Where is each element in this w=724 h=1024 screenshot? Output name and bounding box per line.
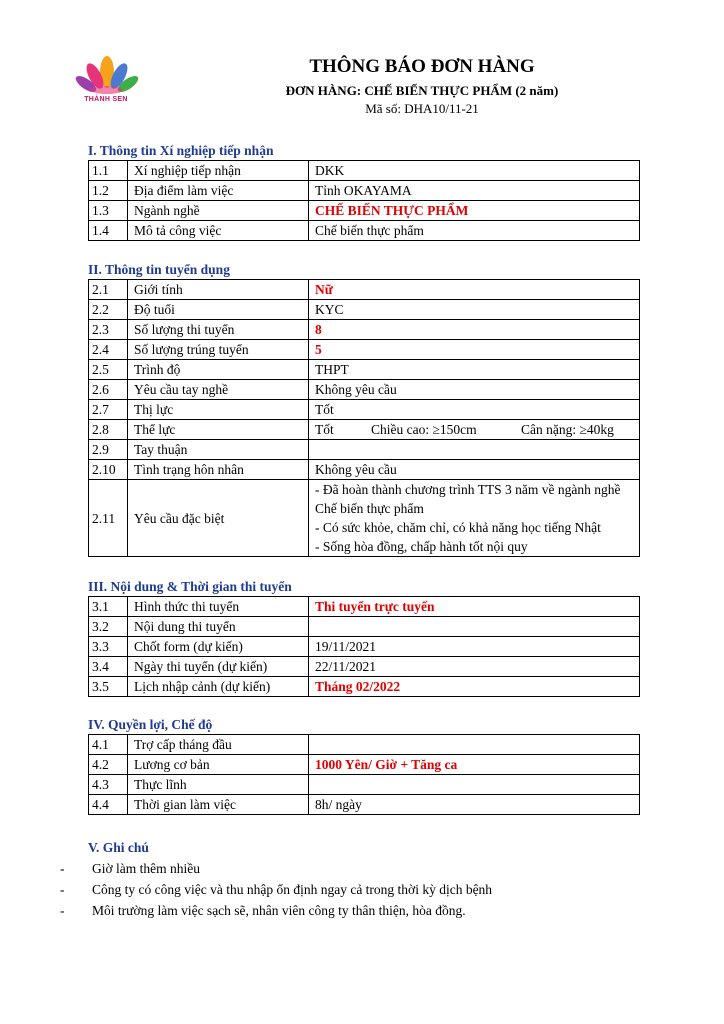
table-row [89,340,640,360]
note-text: Giờ làm thêm nhiều [92,861,200,876]
bullet: - [60,861,65,876]
row-value [309,480,640,557]
special-line: - Có sức khỏe, chăm chỉ, có khả năng học tiếng Nhật [315,520,601,535]
row-number: 3.3 [89,637,128,657]
row-number: 1.3 [89,201,128,221]
row-value: 19/11/2021 [309,637,640,657]
table-row [89,221,640,241]
table-row [89,440,640,460]
row-number: 4.2 [89,755,128,775]
benefits-table [88,734,640,815]
row-value: 1000 Yên/ Giờ + Tăng ca [309,755,640,775]
row-number: 2.4 [89,340,128,360]
row-number: 2.8 [89,420,128,440]
physical-value: Tốt [315,422,334,437]
row-value: Chế biến thực phẩm [309,221,640,241]
row-label: Lịch nhập cảnh (dự kiến) [128,677,309,697]
row-number: 4.4 [89,795,128,815]
recruitment-table [88,279,640,557]
height-requirement: Chiều cao: ≥150cm [371,422,477,437]
table-row [89,480,640,557]
row-value: KYC [309,300,640,320]
table-row [89,300,640,320]
section-title: V. Ghi chú [88,840,149,855]
row-number: 2.3 [89,320,128,340]
row-label: Ngành nghề [128,201,309,221]
row-number: 1.2 [89,181,128,201]
row-number: 1.1 [89,161,128,181]
table-row [89,280,640,300]
row-label: Mô tả công việc [128,221,309,241]
row-value: 8 [309,320,640,340]
table-row [89,637,640,657]
row-label: Hình thức thi tuyển [128,597,309,617]
row-value: CHẾ BIẾN THỰC PHẨM [309,201,640,221]
table-row [89,795,640,815]
row-value: Không yêu cầu [309,460,640,480]
row-label: Lương cơ bản [128,755,309,775]
table-row [89,677,640,697]
row-value: DKK [309,161,640,181]
row-number: 2.5 [89,360,128,380]
special-line: - Đã hoàn thành chương trình TTS 3 năm về ngành nghề [315,482,621,497]
row-value: Tỉnh OKAYAMA [309,181,640,201]
row-value [309,420,640,440]
note-text: Công ty có công việc và thu nhập ổn định ngay cả trong thời kỳ dịch bệnh [92,882,493,897]
row-value [309,617,640,637]
row-label: Ngày thi tuyển (dự kiến) [128,657,309,677]
section-title: I. Thông tin Xí nghiệp tiếp nhận [88,143,274,158]
row-number: 2.1 [89,280,128,300]
row-label: Xí nghiệp tiếp nhận [128,161,309,181]
row-label: Trợ cấp tháng đầu [128,735,309,755]
row-number: 4.1 [89,735,128,755]
row-value: 8h/ ngày [309,795,640,815]
bullet: - [60,882,65,897]
row-value [309,735,640,755]
row-number: 2.7 [89,400,128,420]
row-value: THPT [309,360,640,380]
row-label: Trình độ [128,360,309,380]
row-label: Độ tuổi [128,300,309,320]
table-row [89,380,640,400]
special-line: - Sống hòa đồng, chấp hành tốt nội quy [315,539,528,554]
section-recruitment [88,261,640,557]
row-number: 2.10 [89,460,128,480]
table-row [89,775,640,795]
page-subtitle: ĐƠN HÀNG: CHẾ BIẾN THỰC PHẨM (2 năm) [285,83,559,98]
table-row [89,735,640,755]
table-row [89,617,640,637]
row-label: Địa điểm làm việc [128,181,309,201]
section-exam [88,578,640,697]
row-value: Không yêu cầu [309,380,640,400]
row-value: Nữ [309,280,640,300]
row-label: Thực lĩnh [128,775,309,795]
list-item [60,858,660,879]
page-title: THÔNG BÁO ĐƠN HÀNG [309,56,535,77]
section-title: IV. Quyền lợi, Chế độ [88,717,213,732]
row-number: 3.5 [89,677,128,697]
row-label: Yêu cầu tay nghề [128,380,309,400]
row-value: Tốt [309,400,640,420]
section-notes [60,838,660,921]
section-company [88,142,640,241]
table-row [89,420,640,440]
bullet: - [60,903,65,918]
row-label: Tay thuận [128,440,309,460]
row-number: 3.2 [89,617,128,637]
table-row [89,360,640,380]
row-number: 3.1 [89,597,128,617]
weight-requirement: Cân nặng: ≥40kg [521,422,614,437]
row-label: Số lượng thi tuyển [128,320,309,340]
table-row [89,320,640,340]
section-title: III. Nội dung & Thời gian thi tuyển [88,579,292,594]
row-label: Yêu cầu đặc biệt [128,480,309,557]
table-row [89,597,640,617]
row-label: Thể lực [128,420,309,440]
exam-table [88,596,640,697]
table-row [89,181,640,201]
row-label: Số lượng trúng tuyển [128,340,309,360]
special-line: Chế biến thực phẩm [315,501,424,516]
row-label: Thời gian làm việc [128,795,309,815]
row-number: 2.2 [89,300,128,320]
list-item [60,879,660,900]
table-row [89,201,640,221]
table-row [89,400,640,420]
list-item [60,900,660,921]
table-row [89,755,640,775]
order-code: Mã số: DHA10/11-21 [365,101,479,116]
row-value: 22/11/2021 [309,657,640,677]
row-value: Thi tuyển trực tuyến [309,597,640,617]
section-title: II. Thông tin tuyển dụng [88,262,230,277]
row-number: 1.4 [89,221,128,241]
row-value: Tháng 02/2022 [309,677,640,697]
company-table [88,160,640,241]
note-text: Môi trường làm việc sạch sẽ, nhân viên công ty thân thiện, hòa đồng. [92,903,466,918]
row-value: 5 [309,340,640,360]
row-number: 4.3 [89,775,128,795]
row-number: 2.9 [89,440,128,460]
row-value [309,440,640,460]
section-benefits [88,716,640,815]
table-row [89,657,640,677]
row-number: 3.4 [89,657,128,677]
row-label: Thị lực [128,400,309,420]
row-value [309,775,640,795]
table-row [89,460,640,480]
row-label: Chốt form (dự kiến) [128,637,309,657]
row-label: Nội dung thi tuyển [128,617,309,637]
row-number: 2.6 [89,380,128,400]
table-row [89,161,640,181]
row-label: Giới tính [128,280,309,300]
logo-text: THÀNH SEN [84,96,128,103]
row-label: Tình trạng hôn nhân [128,460,309,480]
row-number: 2.11 [89,480,128,557]
